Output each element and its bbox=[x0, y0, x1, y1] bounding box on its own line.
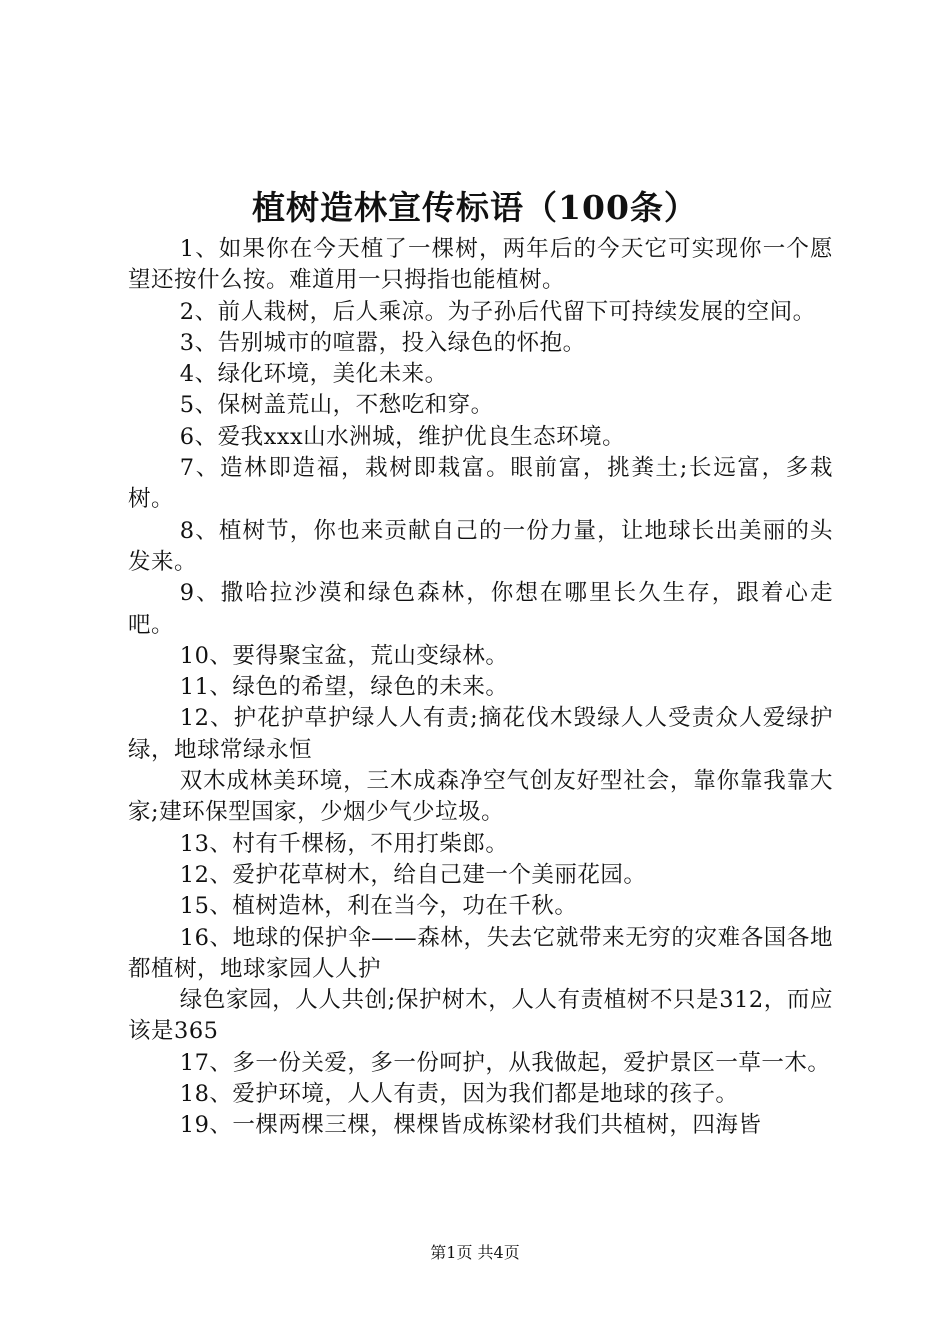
document-title: 植树造林宣传标语（100条） bbox=[252, 188, 698, 227]
paragraph: 12、护花护草护绿人人有责;摘花伐木毁绿人人受责众人爱绿护绿，地球常绿永恒 bbox=[128, 705, 833, 763]
paragraph: 3、告别城市的喧嚣，投入绿色的怀抱。 bbox=[179, 329, 586, 356]
paragraph: 13、村有千棵杨，不用打柴郎。 bbox=[179, 830, 509, 857]
paragraph: 绿色家园，人人共创;保护树木，人人有责植树不只是312，而应该是365 bbox=[128, 987, 833, 1045]
paragraph: 4、绿化环境，美化未来。 bbox=[179, 361, 448, 388]
paragraph: 11、绿色的希望，绿色的未来。 bbox=[179, 674, 509, 701]
paragraph: 16、地球的保护伞——森林，失去它就带来无穷的灾难各国各地都植树，地球家园人人护 bbox=[128, 924, 833, 982]
paragraph: 8、植树节，你也来贡献自己的一份力量，让地球长出美丽的头发来。 bbox=[128, 517, 833, 575]
paragraph: 2、前人栽树，后人乘凉。为子孙后代留下可持续发展的空间。 bbox=[179, 298, 816, 325]
paragraph: 7、造林即造福，栽树即栽富。眼前富，挑粪土;长远富，多栽树。 bbox=[128, 455, 833, 513]
paragraph: 10、要得聚宝盆，荒山变绿林。 bbox=[179, 642, 509, 669]
paragraph: 18、爱护环境，人人有责，因为我们都是地球的孩子。 bbox=[179, 1081, 739, 1108]
paragraph: 19、一棵两棵三棵，棵棵皆成栋梁材我们共植树，四海皆 bbox=[179, 1112, 762, 1139]
paragraph: 5、保树盖荒山，不愁吃和穿。 bbox=[179, 392, 494, 419]
paragraph: 15、植树造林，利在当今，功在千秋。 bbox=[179, 893, 578, 920]
paragraph: 17、多一份关爱，多一份呵护，从我做起，爱护景区一草一木。 bbox=[179, 1049, 831, 1076]
document-body bbox=[128, 234, 833, 1142]
paragraph: 双木成林美环境，三木成森净空气创友好型社会，靠你靠我靠大家;建环保型国家，少烟少气少垃圾。 bbox=[128, 768, 833, 826]
paragraph: 12、爱护花草树木，给自己建一个美丽花园。 bbox=[179, 861, 647, 888]
paragraph: 9、撒哈拉沙漠和绿色森林，你想在哪里长久生存，跟着心走吧。 bbox=[128, 580, 833, 638]
paragraph: 1、如果你在今天植了一棵树，两年后的今天它可实现你一个愿望还按什么按。难道用一只拇指也能植树。 bbox=[128, 236, 833, 294]
page-footer: 第1页 共4页 bbox=[430, 1243, 520, 1262]
paragraph: 6、爱我xxx山水洲城，维护优良生态环境。 bbox=[179, 423, 626, 450]
